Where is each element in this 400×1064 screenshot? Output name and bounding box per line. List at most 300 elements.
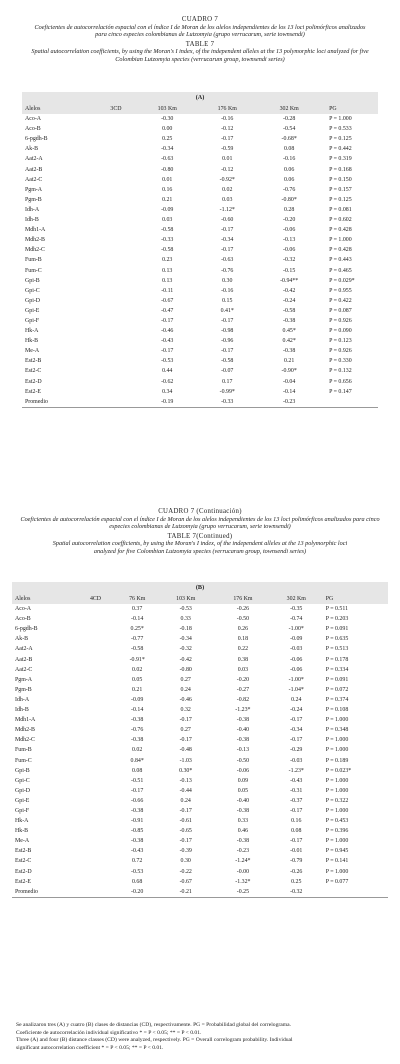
table-cell: -0.38 <box>131 717 144 724</box>
table-cell: -0.63 <box>221 257 234 264</box>
table-cell: P = 0.189 <box>325 757 349 764</box>
allele-label: Gpi-F <box>25 317 40 324</box>
table-cell: -0.42 <box>283 287 296 294</box>
table-cell: -0.24 <box>290 707 303 714</box>
table-cell: -0.35 <box>290 606 303 613</box>
table-row <box>22 306 378 316</box>
table-cell: -1.00* <box>288 676 304 683</box>
table-cell: -0.50 <box>236 616 250 623</box>
table-cell: P = 0.178 <box>325 656 349 663</box>
table-row <box>22 336 378 346</box>
column-header: Alelos <box>15 596 31 602</box>
table-cell <box>95 175 137 185</box>
table-cell <box>77 766 114 776</box>
table-cell: -0.17 <box>221 247 234 254</box>
allele-label: Hk-A <box>15 818 29 825</box>
table-cell <box>95 366 137 376</box>
table-cell: -0.03 <box>290 757 303 764</box>
table-cell: -1.32* <box>235 878 251 885</box>
table-cell: P = 0.091 <box>325 626 349 633</box>
table-cell: -0.28 <box>283 116 296 123</box>
table-cell: -0.33 <box>161 237 174 244</box>
table-cell <box>77 665 114 675</box>
table-cell: -0.17 <box>161 348 174 355</box>
table-cell: 0.37 <box>132 606 143 613</box>
table-cell: 0.05 <box>237 787 249 794</box>
table-label: TABLE 7(Continued) <box>167 532 233 540</box>
note-es-2: Coeficiente de autocorrelación individual significativo * = P < 0.05; ** = P < 0.01. <box>16 1029 202 1036</box>
table-cell: -0.14 <box>283 388 296 395</box>
table-cell: P = 0.123 <box>329 338 352 345</box>
table-cell <box>95 296 137 306</box>
table-row <box>22 134 378 144</box>
column-header: 302 Km <box>286 596 306 602</box>
table-cell: P = 0.348 <box>325 727 349 734</box>
allele-label: Hk-B <box>25 338 39 345</box>
column-header: 4CD <box>89 596 102 602</box>
table-row <box>22 144 378 154</box>
table-cell <box>95 114 137 124</box>
table-cell: P = 0.087 <box>329 307 352 314</box>
table-row <box>12 745 388 755</box>
table-cell: P = 0.081 <box>329 206 352 213</box>
table-cell: -0.20 <box>131 888 144 895</box>
table-cell: -0.40 <box>236 727 250 734</box>
allele-label: Mdh2-C <box>15 737 35 744</box>
table-a-caption <box>0 16 400 64</box>
table-cell: -0.38 <box>236 717 250 724</box>
table-cell: -0.34 <box>179 636 192 643</box>
table-cell <box>95 195 137 205</box>
table-cell <box>321 397 378 408</box>
allele-label: Gpi-B <box>15 767 30 774</box>
allele-label: Pgm-B <box>15 686 32 693</box>
table-cell: P = 0.428 <box>329 247 352 254</box>
table-cell: 0.13 <box>162 267 173 274</box>
table-cell: -0.06 <box>283 227 296 234</box>
table-cell: -0.76 <box>131 727 144 734</box>
allele-label: Aat2-C <box>25 176 43 183</box>
table-cell: -0.34 <box>161 146 174 153</box>
table-cell: P = 0.422 <box>329 297 352 304</box>
table-cell: -0.46 <box>161 328 174 335</box>
table-cell: -0.09 <box>161 206 174 213</box>
table-cell: 0.25 <box>291 878 302 885</box>
table-cell: P = 0.322 <box>325 797 349 804</box>
table-cell: P = 0.150 <box>329 176 352 183</box>
table-row <box>22 255 378 265</box>
section-b-label: (B) <box>195 584 205 591</box>
table-cell: -0.38 <box>131 737 144 744</box>
table-cell: 0.21 <box>162 196 173 203</box>
allele-label: Aat2-A <box>25 156 43 163</box>
note-en-1: Three (A) and four (B) distance classes (CD) were analyzed, respectively. PG = Overall correlogram probability. Individual <box>16 1037 293 1044</box>
table-row <box>22 154 378 164</box>
table-cell: P = 0.168 <box>329 166 352 173</box>
table-cell: 0.21 <box>284 358 295 365</box>
cuadro-label: CUADRO 7 (Continuación) <box>158 508 242 515</box>
allele-label: Aat2-A <box>15 646 33 653</box>
table-row <box>12 796 388 806</box>
table-cell: -0.17 <box>221 227 234 234</box>
table-cell: 0.13 <box>162 277 173 284</box>
table-cell: P = 0.132 <box>329 368 352 375</box>
table-cell: -0.92* <box>219 176 235 183</box>
table-row <box>12 846 388 856</box>
table-cell: P = 1.000 <box>325 737 349 744</box>
table-cell: P = 0.635 <box>325 636 349 643</box>
note-en-2: significant autocorrelation coefficient * = P < 0.05; ** = P < 0.01. <box>16 1044 164 1051</box>
allele-label: Est2-C <box>15 858 32 865</box>
table-cell: 0.27 <box>180 727 191 734</box>
table-row <box>12 624 388 634</box>
allele-label: Mdh2-B <box>15 727 35 734</box>
table-cell: -0.37 <box>290 797 303 804</box>
allele-label: 6-pgdh-B <box>15 626 38 633</box>
table-cell: -0.26 <box>236 606 250 613</box>
table-cell: -0.91* <box>129 656 145 663</box>
table-cell: P = 0.029* <box>329 277 355 284</box>
table-cell: -0.58 <box>221 358 234 365</box>
allele-label: Pgm-B <box>25 196 42 203</box>
allele-label: Idh-B <box>15 707 29 714</box>
table-cell: 0.05 <box>132 676 143 683</box>
table-cell: 0.08 <box>284 146 295 153</box>
table-cell: -0.13 <box>179 777 192 784</box>
table-cell <box>77 715 114 725</box>
table-cell: -0.40 <box>236 797 250 804</box>
table-cell: 0.44 <box>162 368 173 375</box>
table-cell: -0.32 <box>283 257 296 264</box>
allele-label: Ak-B <box>15 636 29 643</box>
table-cell: -0.22 <box>179 868 192 875</box>
table-row <box>22 235 378 245</box>
table-cell: -0.96 <box>221 338 234 345</box>
table-cell: -0.43 <box>290 777 303 784</box>
table-cell <box>77 604 114 614</box>
table-cell: 0.25* <box>130 626 144 633</box>
table-cell: P = 0.513 <box>325 646 349 653</box>
table-cell: -0.31 <box>290 787 303 794</box>
table-cell: -0.80* <box>281 196 297 203</box>
table-row <box>12 877 388 887</box>
table-cell: -1.12* <box>219 206 235 213</box>
allele-label: Fum-B <box>15 747 32 754</box>
table-cell: -0.58 <box>283 307 296 314</box>
table-cell <box>95 124 137 134</box>
table-cell: -0.09 <box>290 636 303 643</box>
table-cell: 0.32 <box>180 707 191 714</box>
table-cell: -0.07 <box>221 368 234 375</box>
table-cell: 0.18 <box>237 636 249 643</box>
table-cell: P = 0.157 <box>329 186 352 193</box>
table-row <box>22 346 378 356</box>
allele-label: Gpi-E <box>15 797 30 804</box>
table-a <box>22 92 378 408</box>
table-cell: P = 1.000 <box>325 787 349 794</box>
table-row <box>22 397 378 408</box>
table-cell: -0.66 <box>131 797 144 804</box>
table-cell <box>95 154 137 164</box>
table-cell: -0.62 <box>161 378 174 385</box>
table-cell: -0.59 <box>221 146 234 153</box>
table-cell: 0.03 <box>237 666 249 673</box>
table-row <box>12 705 388 715</box>
table-cell: -0.60 <box>221 217 234 224</box>
table-cell: -0.58 <box>131 646 144 653</box>
table-cell <box>95 276 137 286</box>
table-cell: -0.63 <box>161 156 174 163</box>
table-cell: -0.17 <box>221 317 234 324</box>
table-cell: -0.50 <box>236 757 250 764</box>
allele-label: Idh-B <box>25 217 39 224</box>
table-cell: P = 0.926 <box>329 317 352 324</box>
allele-label: Promedio <box>25 398 48 405</box>
table-cell <box>77 614 114 624</box>
table-cell: 0.03 <box>222 196 233 203</box>
caption-en: Spatial autocorrelation coefficients, by using the Moran's I index, of the independent alleles at the 13 polymorphic loci analyzed for five Colombian Lutzomyia species (verrucarum group, townsendi series) <box>31 48 369 63</box>
table-cell: -0.06 <box>283 247 296 254</box>
table-cell <box>95 255 137 265</box>
allele-label: Est2-E <box>15 878 32 885</box>
table-cell: 0.23 <box>162 257 173 264</box>
table-cell: 0.22 <box>237 646 249 653</box>
table-cell: 0.26 <box>237 626 249 633</box>
table-cell: -0.67 <box>161 297 174 304</box>
table-row <box>12 816 388 826</box>
table-cell: -0.91 <box>131 818 144 825</box>
table-row <box>22 225 378 235</box>
table-cell: -0.53 <box>161 358 174 365</box>
table-cell: -0.17 <box>179 807 192 814</box>
allele-label: Hk-B <box>15 828 29 835</box>
table-cell: -1.00* <box>288 626 304 633</box>
allele-label: Gpi-C <box>25 287 40 294</box>
table-cell: -0.67 <box>179 878 192 885</box>
table-cell: P = 0.091 <box>325 676 349 683</box>
table-cell: 0.02 <box>132 666 143 673</box>
table-cell: -0.65 <box>179 828 192 835</box>
table-row <box>22 296 378 306</box>
table-row <box>12 725 388 735</box>
table-cell: -0.14 <box>131 616 144 623</box>
table-cell: 0.28 <box>284 206 295 213</box>
allele-label: Est2-B <box>15 848 32 855</box>
table-cell <box>95 165 137 175</box>
table-cell: -0.17 <box>221 348 234 355</box>
table-cell <box>77 725 114 735</box>
allele-label: Aco-B <box>25 126 41 133</box>
table-row <box>22 185 378 195</box>
table-cell <box>77 776 114 786</box>
table-cell <box>77 867 114 877</box>
table-cell: -0.01 <box>290 848 303 855</box>
table-row <box>22 215 378 225</box>
allele-label: Mdh2-B <box>25 237 45 244</box>
table-cell: -0.17 <box>179 838 192 845</box>
table-cell: 0.24 <box>180 686 191 693</box>
table-cell <box>95 134 137 144</box>
table-cell <box>95 144 137 154</box>
table-cell: -0.23 <box>283 398 296 405</box>
table-cell: -0.38 <box>131 838 144 845</box>
table-cell: P = 0.945 <box>325 848 349 855</box>
allele-label: Gpi-C <box>15 777 30 784</box>
table-cell: 0.16 <box>162 186 173 193</box>
table-cell: P = 0.955 <box>329 287 352 294</box>
table-cell: -0.38 <box>131 807 144 814</box>
column-header: Alelos <box>25 106 41 112</box>
table-cell: -0.32 <box>179 646 192 653</box>
table-row <box>12 806 388 816</box>
table-row <box>12 756 388 766</box>
allele-label: Mdh1-A <box>25 227 46 234</box>
table-cell: P = 0.141 <box>325 858 349 865</box>
allele-label: Promedio <box>15 888 38 895</box>
table-cell: -0.43 <box>131 848 144 855</box>
table-cell: P = 0.443 <box>329 257 352 264</box>
table-row <box>12 776 388 786</box>
table-cell: -0.99* <box>219 388 235 395</box>
allele-label: Aat2-B <box>25 166 43 173</box>
table-cell: -0.12 <box>221 166 234 173</box>
table-cell: -0.68* <box>281 136 297 143</box>
table-row <box>12 715 388 725</box>
column-header: PG <box>325 596 334 602</box>
table-cell <box>77 735 114 745</box>
table-cell <box>95 326 137 336</box>
table-cell: -0.80 <box>179 666 192 673</box>
table-cell: -0.38 <box>236 737 250 744</box>
table-label: TABLE 7 <box>185 40 215 48</box>
table-cell: 0.41* <box>220 307 234 314</box>
table-cell: -0.09 <box>131 696 144 703</box>
allele-label: Fum-B <box>25 257 42 264</box>
table-cell <box>77 695 114 705</box>
table-cell: -0.13 <box>283 237 296 244</box>
column-header: 302 Km <box>279 106 299 112</box>
table-cell: -0.38 <box>236 807 250 814</box>
table-cell: P = 1.000 <box>325 868 349 875</box>
table-cell: -0.26 <box>290 868 303 875</box>
table-cell: -0.32 <box>290 888 303 895</box>
table-row <box>12 644 388 654</box>
table-cell <box>95 316 137 326</box>
table-cell: -0.58 <box>161 247 174 254</box>
table-cell: -0.34 <box>221 237 234 244</box>
table-cell <box>77 836 114 846</box>
table-cell: 0.30 <box>222 277 233 284</box>
table-cell <box>95 235 137 245</box>
table-cell: -0.24 <box>283 297 296 304</box>
table-cell: 0.42* <box>282 338 296 345</box>
table-cell: 0.01 <box>162 176 173 183</box>
table-cell: P = 0.023* <box>325 767 352 774</box>
table-cell <box>95 215 137 225</box>
table-cell: P = 0.396 <box>325 828 349 835</box>
table-cell: P = 0.108 <box>325 707 349 714</box>
table-cell: -0.54 <box>283 126 296 133</box>
table-cell: -0.90* <box>281 368 297 375</box>
table-cell: P = 0.125 <box>329 196 352 203</box>
table-cell <box>95 356 137 366</box>
table-cell <box>318 887 388 898</box>
table-cell: P = 1.000 <box>325 747 349 754</box>
table-cell: 0.84* <box>130 757 144 764</box>
table-cell: 0.45* <box>282 328 296 335</box>
allele-label: Est2-E <box>25 388 42 395</box>
table-cell: -0.44 <box>179 787 192 794</box>
table-cell <box>77 826 114 836</box>
allele-label: Me-A <box>25 348 40 355</box>
table-row <box>22 165 378 175</box>
column-header: 176 Km <box>217 106 237 112</box>
caption-es: Coeficientes de autocorrelación espacial con el índice I de Moran de los alelos independientes de los 13 loci polimórficos analizados para cinco especies colombianas de Lutzomyia (grupo verrucarum, serie townsendi) <box>34 23 366 39</box>
table-cell: P = 1.000 <box>325 777 349 784</box>
table-cell: -0.38 <box>283 348 296 355</box>
table-row <box>22 356 378 366</box>
table-cell: -0.13 <box>236 747 250 754</box>
table-cell: 0.02 <box>132 747 143 754</box>
table-cell: 0.33 <box>237 818 249 825</box>
table-cell: 0.21 <box>132 686 143 693</box>
table-cell: P = 0.511 <box>325 606 349 613</box>
table-cell <box>95 245 137 255</box>
caption-es: Coeficientes de autocorrelación espacial con el índice I de Moran de los alelos independientes de los 13 loci polimórficos analizados para cinco especies colombianas de Lutzomyia (grupo verrucarum, serie townsendi) <box>20 515 380 531</box>
table-cell: P = 1.000 <box>325 838 349 845</box>
allele-label: Gpi-D <box>15 787 31 794</box>
table-cell <box>95 397 137 408</box>
table-cell: -0.17 <box>290 717 303 724</box>
column-header: 103 Km <box>157 106 177 112</box>
table-cell: P = 0.090 <box>329 328 352 335</box>
allele-label: Aco-B <box>15 616 31 623</box>
table-cell <box>95 266 137 276</box>
table-cell: P = 0.072 <box>325 686 349 693</box>
column-header: 176 Km <box>233 596 253 602</box>
table-cell: P = 0.602 <box>329 217 352 224</box>
table-cell: -0.46 <box>179 696 192 703</box>
table-cell: -0.11 <box>161 287 174 294</box>
table-cell: P = 0.374 <box>325 696 349 703</box>
table-cell: P = 0.147 <box>329 388 352 395</box>
table-cell: -0.47 <box>161 307 174 314</box>
table-cell: P = 0.203 <box>325 616 349 623</box>
table-cell: -0.06 <box>290 666 303 673</box>
table-cell: P = 1.000 <box>329 237 352 244</box>
table-cell <box>77 816 114 826</box>
table-cell: -0.17 <box>179 717 192 724</box>
table-cell: P = 1.000 <box>325 807 349 814</box>
table-cell: 0.38 <box>237 656 249 663</box>
table-cell: -0.17 <box>290 737 303 744</box>
table-cell <box>77 786 114 796</box>
table-row <box>12 675 388 685</box>
table-cell: -0.04 <box>283 378 296 385</box>
allele-label: Gpi-B <box>25 277 40 284</box>
table-cell: -0.17 <box>131 787 144 794</box>
table-cell <box>77 756 114 766</box>
table-cell: -0.06 <box>236 767 250 774</box>
table-notes <box>16 1022 396 1052</box>
table-cell: P = 0.428 <box>329 227 352 234</box>
table-row <box>22 366 378 376</box>
table-cell: -0.38 <box>236 838 250 845</box>
table-cell: -0.98 <box>221 328 234 335</box>
table-cell: -0.85 <box>131 828 144 835</box>
table-cell: -0.16 <box>283 156 296 163</box>
table-cell <box>77 745 114 755</box>
